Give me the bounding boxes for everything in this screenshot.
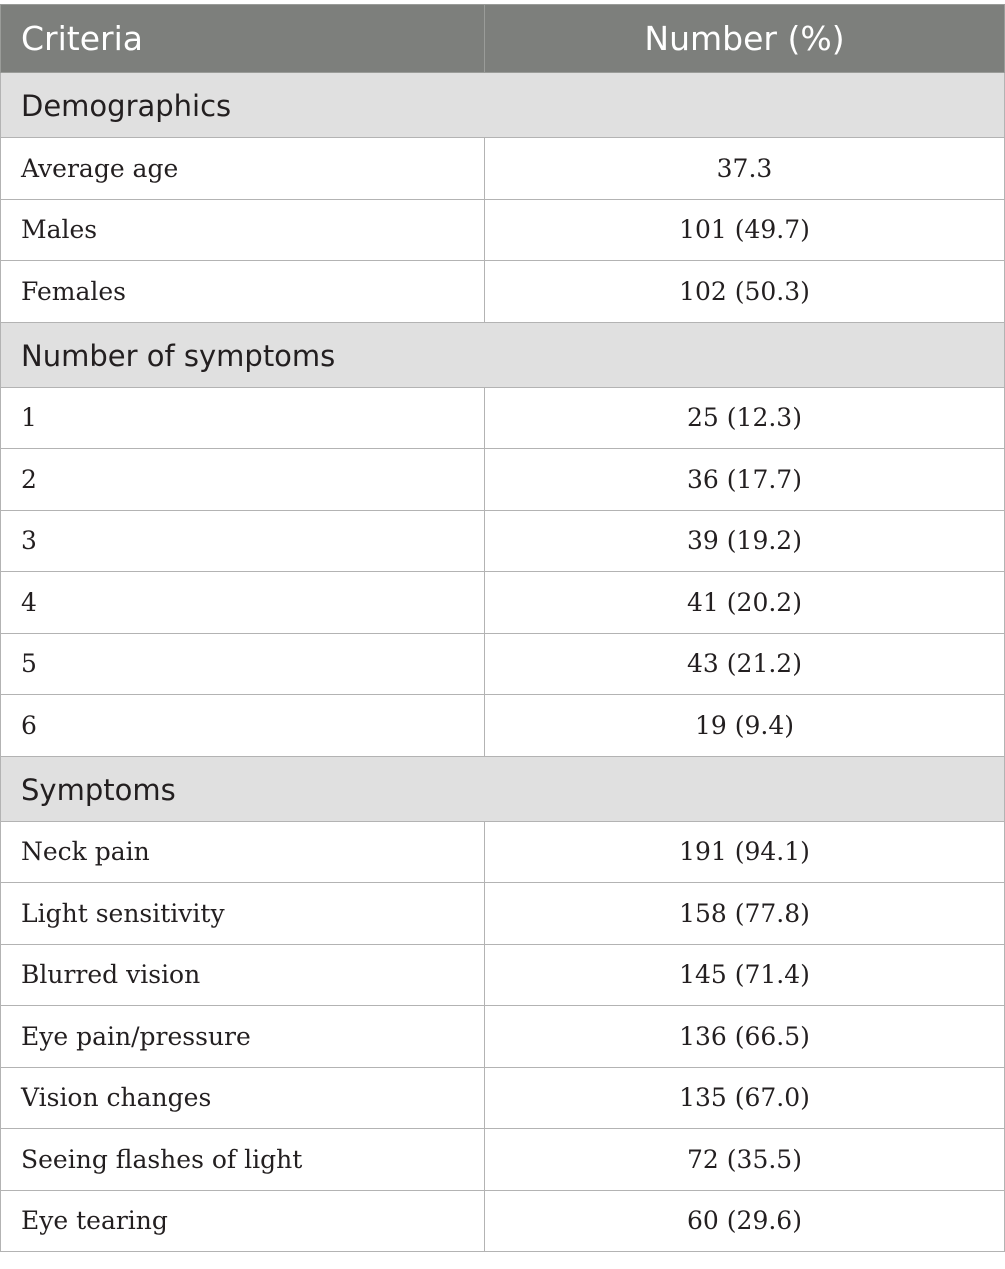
table-row <box>1 1190 1005 1252</box>
row-value: 43 (21.2) <box>485 633 1005 695</box>
row-value: 135 (67.0) <box>485 1067 1005 1129</box>
row-label: Seeing flashes of light <box>1 1129 485 1191</box>
section-title: Symptoms <box>1 756 1005 821</box>
section-header-row <box>1 73 1005 138</box>
section-demographics <box>1 73 1005 323</box>
section-title: Number of symptoms <box>1 322 1005 387</box>
table-row <box>1 633 1005 695</box>
row-label: Eye tearing <box>1 1190 485 1252</box>
row-label: Eye pain/pressure <box>1 1006 485 1068</box>
row-label: Males <box>1 199 485 261</box>
table-row <box>1 138 1005 200</box>
row-label: 6 <box>1 695 485 757</box>
row-value: 37.3 <box>485 138 1005 200</box>
row-value: 158 (77.8) <box>485 883 1005 945</box>
row-label: 5 <box>1 633 485 695</box>
table-row <box>1 510 1005 572</box>
column-header-criteria: Criteria <box>1 5 485 73</box>
section-symptoms <box>1 756 1005 1252</box>
row-value: 72 (35.5) <box>485 1129 1005 1191</box>
section-number-of-symptoms <box>1 322 1005 756</box>
row-value: 60 (29.6) <box>485 1190 1005 1252</box>
row-value: 36 (17.7) <box>485 449 1005 511</box>
row-value: 102 (50.3) <box>485 261 1005 323</box>
table-row <box>1 944 1005 1006</box>
row-value: 101 (49.7) <box>485 199 1005 261</box>
table-row <box>1 572 1005 634</box>
row-value: 25 (12.3) <box>485 387 1005 449</box>
table-header <box>1 5 1005 73</box>
table-row <box>1 387 1005 449</box>
row-label: Average age <box>1 138 485 200</box>
row-label: Vision changes <box>1 1067 485 1129</box>
row-label: Neck pain <box>1 821 485 883</box>
row-label: 3 <box>1 510 485 572</box>
row-value: 136 (66.5) <box>485 1006 1005 1068</box>
table-row <box>1 695 1005 757</box>
table-row <box>1 199 1005 261</box>
table-row <box>1 883 1005 945</box>
row-label: 1 <box>1 387 485 449</box>
row-value: 41 (20.2) <box>485 572 1005 634</box>
row-label: Females <box>1 261 485 323</box>
row-value: 19 (9.4) <box>485 695 1005 757</box>
section-header-row <box>1 756 1005 821</box>
table-row <box>1 449 1005 511</box>
row-label: 4 <box>1 572 485 634</box>
header-row <box>1 5 1005 73</box>
column-header-number: Number (%) <box>485 5 1005 73</box>
table-row <box>1 1006 1005 1068</box>
row-label: 2 <box>1 449 485 511</box>
row-label: Light sensitivity <box>1 883 485 945</box>
table-row <box>1 821 1005 883</box>
data-table <box>0 4 1005 1252</box>
row-label: Blurred vision <box>1 944 485 1006</box>
section-title: Demographics <box>1 73 1005 138</box>
table-row <box>1 1067 1005 1129</box>
table-row <box>1 261 1005 323</box>
row-value: 191 (94.1) <box>485 821 1005 883</box>
table-row <box>1 1129 1005 1191</box>
row-value: 39 (19.2) <box>485 510 1005 572</box>
section-header-row <box>1 322 1005 387</box>
row-value: 145 (71.4) <box>485 944 1005 1006</box>
